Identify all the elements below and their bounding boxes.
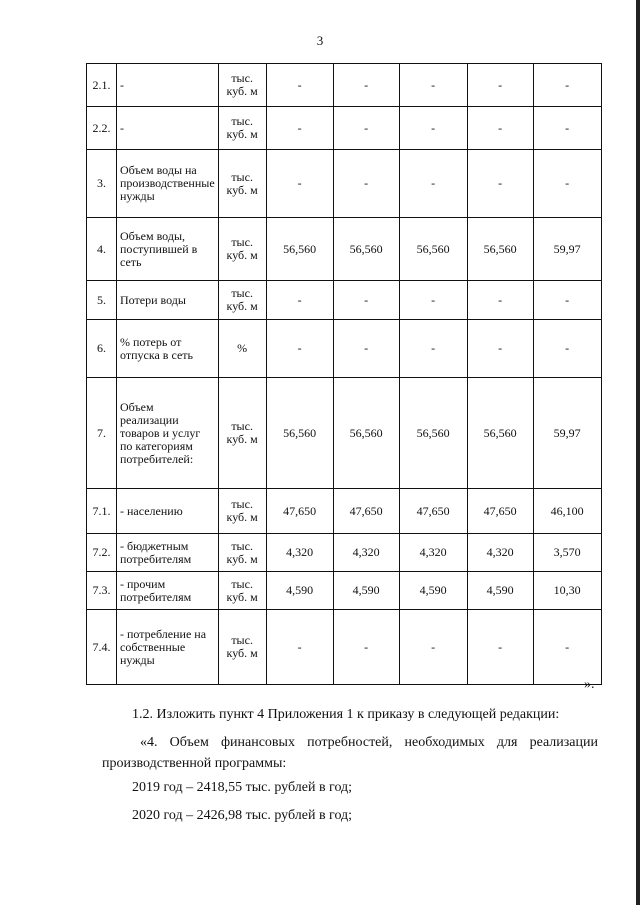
- value-cell: 47,650: [399, 489, 467, 534]
- table-row: [87, 378, 602, 489]
- value-cell: 47,650: [467, 489, 533, 534]
- value-cell: 4,320: [467, 534, 533, 572]
- value-cell: -: [399, 107, 467, 150]
- amendment-paragraph: 1.2. Изложить пункт 4 Приложения 1 к приказу в следующей редакции:: [132, 707, 560, 722]
- row-name: Объем воды, поступившей в сеть: [117, 218, 219, 281]
- value-cell: 56,560: [399, 378, 467, 489]
- value-cell: 46,100: [533, 489, 601, 534]
- financial-needs-paragraph: «4. Объем финансовых потребностей, необходимых для реализации: [140, 735, 598, 750]
- value-cell: -: [266, 281, 333, 320]
- page-number: 3: [316, 33, 324, 48]
- table-row: [87, 107, 602, 150]
- value-cell: 4,320: [333, 534, 399, 572]
- value-cell: -: [399, 320, 467, 378]
- value-cell: -: [333, 107, 399, 150]
- table-row: [87, 150, 602, 218]
- table-row: [87, 64, 602, 107]
- value-cell: 4,590: [333, 572, 399, 610]
- year-2019-line: 2019 год – 2418,55 тыс. рублей в год;: [132, 780, 353, 795]
- scan-edge: [636, 0, 640, 905]
- value-cell: 56,560: [333, 218, 399, 281]
- row-unit: тыс. куб. м: [218, 107, 266, 150]
- value-cell: -: [333, 320, 399, 378]
- row-unit: тыс. куб. м: [218, 64, 266, 107]
- row-unit: тыс. куб. м: [218, 281, 266, 320]
- row-name: Объем воды на производственные нужды: [117, 150, 219, 218]
- value-cell: -: [467, 64, 533, 107]
- row-number: 5.: [87, 281, 117, 320]
- row-unit: тыс. куб. м: [218, 572, 266, 610]
- row-name: - бюджетным потребителям: [117, 534, 219, 572]
- table-row: [87, 320, 602, 378]
- value-cell: -: [333, 281, 399, 320]
- row-number: 2.1.: [87, 64, 117, 107]
- closing-quote-mark: ».: [584, 677, 595, 692]
- row-name: - населению: [117, 489, 219, 534]
- row-unit: тыс. куб. м: [218, 534, 266, 572]
- table-row: [87, 489, 602, 534]
- row-number: 7.: [87, 378, 117, 489]
- row-number: 2.2.: [87, 107, 117, 150]
- value-cell: -: [266, 150, 333, 218]
- row-unit: тыс. куб. м: [218, 150, 266, 218]
- value-cell: -: [399, 281, 467, 320]
- value-cell: -: [467, 320, 533, 378]
- row-unit: тыс. куб. м: [218, 489, 266, 534]
- row-name: - прочим потребителям: [117, 572, 219, 610]
- row-number: 7.2.: [87, 534, 117, 572]
- value-cell: 59,97: [533, 218, 601, 281]
- row-unit: тыс. куб. м: [218, 218, 266, 281]
- row-unit: тыс. куб. м: [218, 378, 266, 489]
- row-number: 7.1.: [87, 489, 117, 534]
- row-unit: тыс. куб. м: [218, 610, 266, 685]
- value-cell: -: [399, 64, 467, 107]
- value-cell: 4,590: [467, 572, 533, 610]
- row-number: 7.4.: [87, 610, 117, 685]
- value-cell: -: [533, 64, 601, 107]
- value-cell: 4,320: [266, 534, 333, 572]
- value-cell: 47,650: [266, 489, 333, 534]
- value-cell: -: [266, 64, 333, 107]
- value-cell: -: [467, 107, 533, 150]
- row-number: 3.: [87, 150, 117, 218]
- value-cell: -: [266, 107, 333, 150]
- row-name: - потребление на собственные нужды: [117, 610, 219, 685]
- table-row: [87, 610, 602, 685]
- value-cell: -: [399, 150, 467, 218]
- row-name: % потерь от отпуска в сеть: [117, 320, 219, 378]
- row-name: -: [117, 107, 219, 150]
- value-cell: 59,97: [533, 378, 601, 489]
- financial-needs-paragraph-continued: производственной программы:: [102, 756, 287, 771]
- value-cell: -: [333, 64, 399, 107]
- value-cell: -: [266, 610, 333, 685]
- row-name: Потери воды: [117, 281, 219, 320]
- value-cell: 4,590: [399, 572, 467, 610]
- value-cell: -: [467, 150, 533, 218]
- value-cell: -: [533, 610, 601, 685]
- year-2020-line: 2020 год – 2426,98 тыс. рублей в год;: [132, 808, 353, 823]
- value-cell: -: [266, 320, 333, 378]
- value-cell: 56,560: [399, 218, 467, 281]
- row-name: -: [117, 64, 219, 107]
- row-number: 6.: [87, 320, 117, 378]
- table-row: [87, 572, 602, 610]
- value-cell: -: [333, 150, 399, 218]
- value-cell: 56,560: [333, 378, 399, 489]
- value-cell: 4,590: [266, 572, 333, 610]
- value-cell: -: [533, 150, 601, 218]
- value-cell: -: [533, 107, 601, 150]
- row-number: 4.: [87, 218, 117, 281]
- value-cell: 56,560: [266, 218, 333, 281]
- value-cell: 56,560: [266, 378, 333, 489]
- water-volume-table: [86, 63, 602, 685]
- row-name: Объем реализации товаров и услуг по категориям потребителей:: [117, 378, 219, 489]
- table-row: [87, 218, 602, 281]
- value-cell: 56,560: [467, 218, 533, 281]
- value-cell: 4,320: [399, 534, 467, 572]
- value-cell: 3,570: [533, 534, 601, 572]
- value-cell: 56,560: [467, 378, 533, 489]
- row-number: 7.3.: [87, 572, 117, 610]
- value-cell: 47,650: [333, 489, 399, 534]
- table-row: [87, 281, 602, 320]
- row-unit: %: [218, 320, 266, 378]
- value-cell: 10,30: [533, 572, 601, 610]
- value-cell: -: [533, 281, 601, 320]
- table-row: [87, 534, 602, 572]
- value-cell: -: [467, 610, 533, 685]
- value-cell: -: [399, 610, 467, 685]
- value-cell: -: [467, 281, 533, 320]
- value-cell: -: [333, 610, 399, 685]
- value-cell: -: [533, 320, 601, 378]
